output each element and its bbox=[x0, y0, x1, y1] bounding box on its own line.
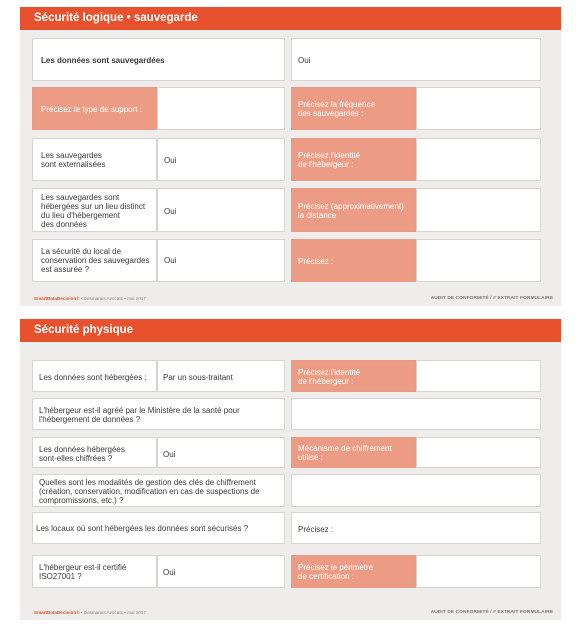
question-label: est assurée ? bbox=[41, 265, 90, 274]
footer-brand: SmartDataDecision© bbox=[34, 610, 80, 615]
question-label: (création, conservation, modification en cas de suspections de bbox=[39, 487, 260, 496]
question-label: des données bbox=[41, 220, 87, 229]
answer-field[interactable] bbox=[157, 87, 285, 130]
question-cell bbox=[32, 474, 285, 507]
footer-credit bbox=[34, 296, 146, 301]
question-cell bbox=[32, 188, 157, 232]
footer-credit bbox=[34, 610, 146, 615]
question-label: L'hébergeur est-il certifié bbox=[39, 563, 127, 572]
question-label: conservation des sauvegardes bbox=[41, 256, 150, 265]
slide-logical-security bbox=[20, 7, 561, 306]
answer-field[interactable] bbox=[416, 360, 541, 392]
question-label: La sécurité du local de bbox=[41, 247, 122, 256]
question-label: Les sauvegardes bbox=[41, 151, 102, 160]
answer-field[interactable] bbox=[291, 398, 541, 430]
question-label: de l'hébergeur : bbox=[298, 160, 354, 169]
answer-value: Oui bbox=[164, 156, 177, 165]
question-label: de l'hébergeur : bbox=[298, 377, 354, 386]
question-label: sont externalisées bbox=[41, 160, 106, 169]
section-header bbox=[20, 319, 561, 342]
question-label: Les données sont hébergées : bbox=[39, 373, 147, 382]
question-cell bbox=[32, 38, 285, 81]
question-label: Quelles sont les modalités de gestion des clés de chiffrement bbox=[39, 478, 256, 487]
question-label: Précisez le type de support : bbox=[41, 105, 142, 114]
answer-field[interactable] bbox=[157, 239, 285, 282]
answer-field[interactable] bbox=[291, 38, 541, 81]
question-label: ISO27001 ? bbox=[39, 572, 82, 581]
answer-value: Oui bbox=[164, 207, 177, 216]
question-label: du lieu d'hébergement bbox=[41, 211, 120, 220]
question-label: Précisez l'identité bbox=[298, 151, 360, 160]
question-label: utilisé : bbox=[298, 453, 323, 462]
answer-field[interactable] bbox=[416, 555, 541, 588]
footer-label: AUDIT DE CONFORMITÉ / # EXTRAIT FORMULAIRE bbox=[430, 296, 553, 301]
question-label: des sauvegardes : bbox=[298, 109, 364, 118]
footer-author: • Desmarais Avocats • mai 2017 bbox=[79, 296, 146, 301]
answer-field[interactable] bbox=[416, 239, 541, 282]
question-cell bbox=[32, 87, 157, 130]
question-label: la distance bbox=[298, 211, 337, 220]
question-label: l'hébergement de données ? bbox=[39, 415, 141, 424]
question-label: Mécanisme de chiffrement bbox=[298, 444, 392, 453]
question-label: Précisez le périmètre bbox=[298, 563, 374, 572]
question-label: Précisez l'identité bbox=[298, 368, 360, 377]
answer-field[interactable] bbox=[416, 437, 541, 468]
answer-value: Oui bbox=[164, 256, 177, 265]
answer-field[interactable] bbox=[157, 555, 285, 588]
section-title: Sécurité physique bbox=[34, 324, 134, 336]
footer-label: AUDIT DE CONFORMITÉ / # EXTRAIT FORMULAIRE bbox=[430, 610, 553, 615]
question-cell bbox=[32, 239, 157, 282]
question-label: L'hébergeur est-il agréé par le Ministère de la santé pour bbox=[39, 406, 240, 415]
question-label: sont-elles chiffrées ? bbox=[39, 454, 113, 463]
question-cell bbox=[291, 437, 416, 468]
answer-field[interactable] bbox=[157, 138, 285, 181]
answer-field[interactable] bbox=[291, 474, 541, 507]
question-cell bbox=[32, 138, 157, 181]
question-cell bbox=[291, 87, 416, 130]
section-title: Sécurité logique • sauvegarde bbox=[34, 12, 198, 24]
question-label: Les sauvegardes sont bbox=[41, 193, 120, 202]
answer-field[interactable] bbox=[157, 360, 285, 392]
question-label: de certification : bbox=[298, 572, 355, 581]
question-cell bbox=[291, 138, 416, 181]
answer-value: Oui bbox=[163, 568, 176, 577]
question-label: Précisez : bbox=[298, 257, 334, 266]
answer-field[interactable] bbox=[416, 138, 541, 181]
footer-brand: SmartDataDecision© bbox=[34, 296, 80, 301]
slide-physical-security bbox=[20, 319, 561, 620]
answer-field[interactable] bbox=[416, 188, 541, 232]
question-label: Les données sont sauvegardées bbox=[41, 56, 165, 65]
answer-field[interactable] bbox=[291, 512, 541, 544]
answer-value: Par un sous-traitant bbox=[163, 373, 233, 382]
answer-field[interactable] bbox=[157, 437, 285, 468]
question-cell bbox=[32, 360, 157, 392]
question-label: hébergées sur un lieu distinct bbox=[41, 202, 146, 211]
answer-field[interactable] bbox=[416, 87, 541, 130]
question-label: Les données hébergées bbox=[39, 445, 125, 454]
question-cell bbox=[291, 239, 416, 282]
question-label: Précisez la fréquence bbox=[298, 100, 375, 109]
question-cell bbox=[32, 398, 285, 430]
footer-author: • Desmarais Avocats • mai 2017 bbox=[79, 610, 146, 615]
question-cell bbox=[32, 437, 157, 468]
section-header bbox=[20, 7, 561, 30]
question-cell bbox=[291, 555, 416, 588]
question-label: compromissions, etc.) ? bbox=[39, 496, 124, 505]
question-label: Précisez : bbox=[298, 525, 334, 534]
question-cell bbox=[32, 555, 157, 588]
answer-value: Oui bbox=[163, 450, 176, 459]
question-cell bbox=[291, 360, 416, 392]
question-cell bbox=[291, 188, 416, 232]
answer-value: Oui bbox=[298, 56, 311, 65]
question-label: Précisez (approximativement) bbox=[298, 202, 404, 211]
answer-field[interactable] bbox=[157, 188, 285, 232]
question-label: Les locaux où sont hébergées les données sont sécurisés ? bbox=[36, 524, 249, 533]
question-cell bbox=[32, 512, 285, 544]
